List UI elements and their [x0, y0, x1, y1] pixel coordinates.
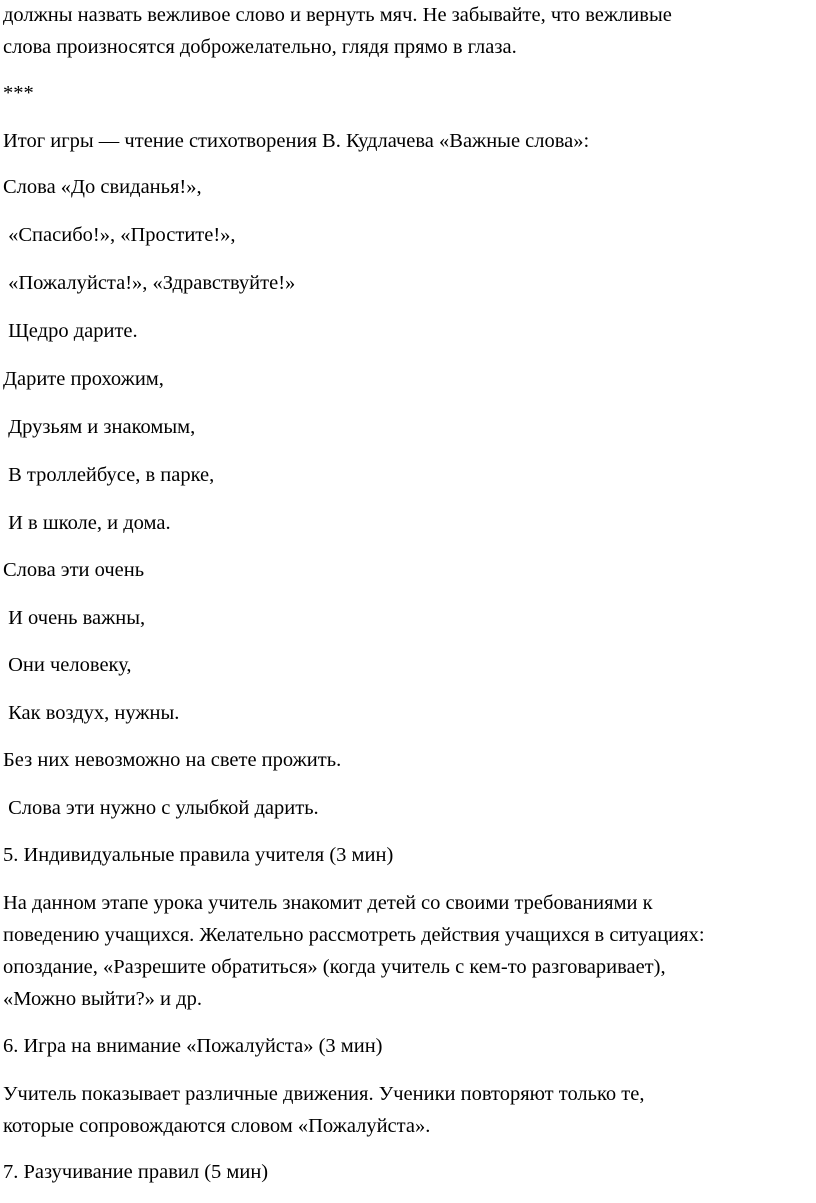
paragraph-line: На данном этапе урока учитель знакомит детей со своими требованиями к: [3, 892, 653, 914]
poem-line: Без них невозможно на свете прожить.: [3, 749, 342, 771]
poem-line: Слова эти очень: [3, 559, 145, 581]
section-heading: 6. Игра на внимание «Пожалуйста» (3 мин): [3, 1035, 383, 1057]
separator-stars: ***: [3, 82, 34, 104]
poem-line: И в школе, и дома.: [3, 512, 171, 534]
poem-line: И очень важны,: [3, 607, 146, 629]
paragraph-line: Итог игры — чтение стихотворения В. Кудлачева «Важные слова»:: [3, 130, 590, 152]
poem-line: Они человеку,: [3, 654, 132, 676]
section-heading: 5. Индивидуальные правила учителя (3 мин): [3, 844, 394, 866]
section-heading: 7. Разучивание правил (5 мин): [3, 1161, 269, 1183]
paragraph-line: Учитель показывает различные движения. Ученики повторяют только те,: [3, 1083, 645, 1105]
paragraph-line: должны назвать вежливое слово и вернуть мяч. Не забывайте, что вежливые: [3, 4, 672, 26]
paragraph-line: которые сопровождаются словом «Пожалуйста».: [3, 1115, 431, 1137]
poem-line: Как воздух, нужны.: [3, 702, 180, 724]
poem-line: Слова «До свиданья!»,: [3, 176, 202, 198]
paragraph-line: поведению учащихся. Желательно рассмотреть действия учащихся в ситуациях:: [3, 924, 705, 946]
poem-line: Щедро дарите.: [3, 320, 138, 342]
paragraph-line: опоздание, «Разрешите обратиться» (когда учитель с кем-то разговаривает),: [3, 956, 666, 978]
poem-line: «Пожалуйста!», «Здравствуйте!»: [3, 272, 296, 294]
paragraph-line: слова произносятся доброжелательно, глядя прямо в глаза.: [3, 36, 517, 58]
poem-line: Слова эти нужно с улыбкой дарить.: [3, 797, 319, 819]
poem-line: Дарите прохожим,: [3, 368, 164, 390]
poem-line: Друзьям и знакомым,: [3, 416, 196, 438]
paragraph-line: «Можно выйти?» и др.: [3, 988, 202, 1010]
poem-line: «Спасибо!», «Простите!»,: [3, 224, 236, 246]
poem-line: В троллейбусе, в парке,: [3, 464, 215, 486]
